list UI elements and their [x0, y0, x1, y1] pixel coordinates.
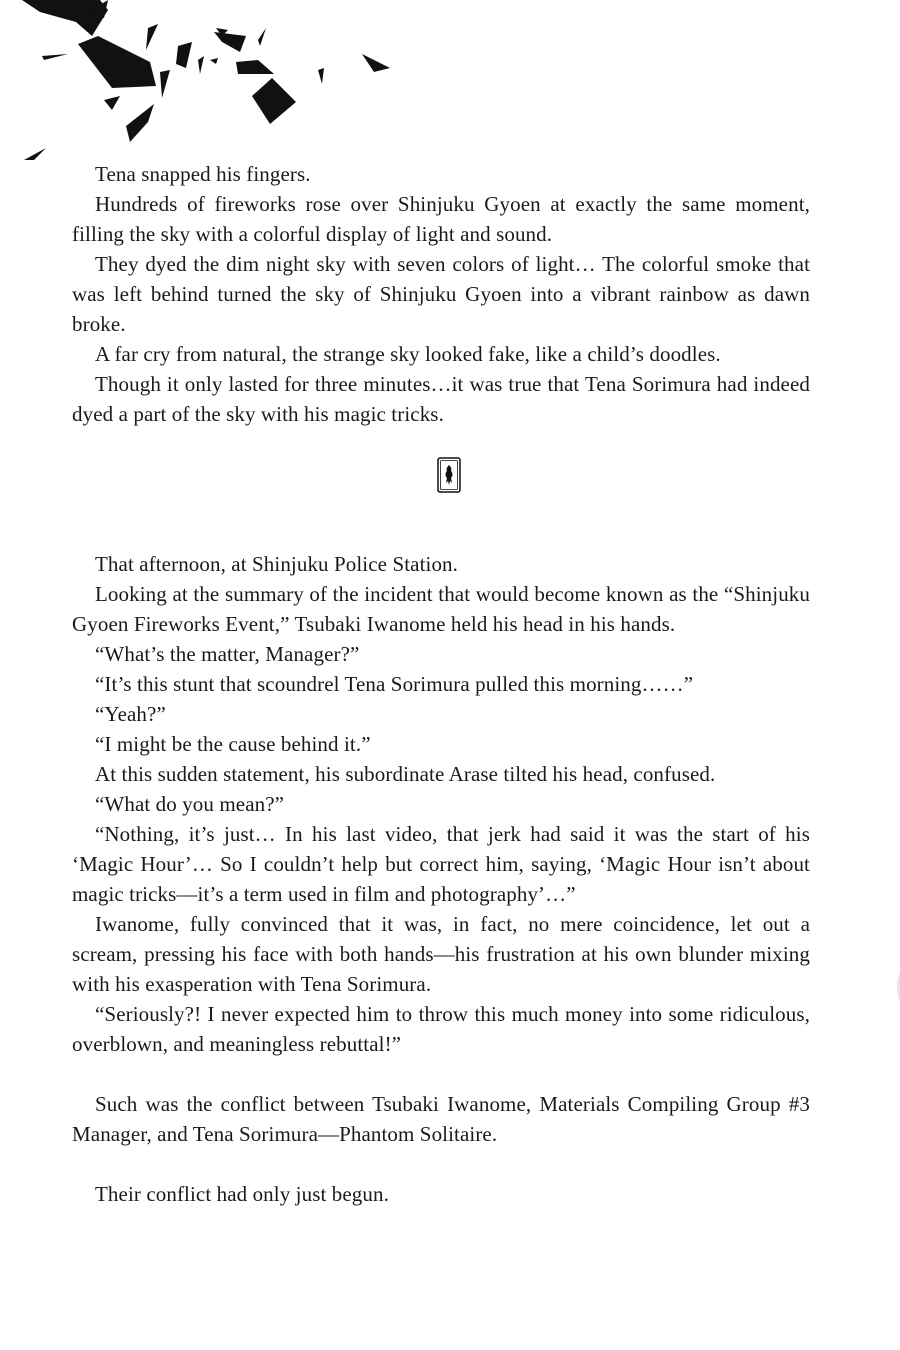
dialogue-line: “I might be the cause behind it.” [95, 732, 371, 756]
page-edge-mark [894, 972, 900, 1002]
conflict-section [72, 1089, 810, 1149]
spacer [72, 1059, 810, 1089]
dialogue-line: “Nothing, it’s just… In his last video, that jerk had said it was the start of his ‘Magic Hour’… So I couldn’t help but correct him, saying, ‘Magic Hour isn’t about magic tricks—it’s a term used in film and photography’…” [72, 822, 810, 906]
paragraph: Looking at the summary of the incident that would become known as the “Shinjuku Gyoen Fireworks Event,” Tsubaki Iwanome held his head in his hands. [72, 582, 810, 636]
paragraph: Iwanome, fully convinced that it was, in fact, no mere coincidence, let out a scream, pressing his face with both hands—his frustration at his own blunder mixing with his exasperation with Tena Sorimura. [72, 912, 810, 996]
spacer [72, 1149, 810, 1179]
opening-section [72, 159, 810, 429]
playing-card-icon [437, 457, 461, 493]
paragraph: At this sudden statement, his subordinate Arase tilted his head, confused. [95, 762, 716, 786]
closing-line: Their conflict had only just begun. [95, 1182, 389, 1206]
shattered-shards-icon [0, 0, 420, 180]
paragraph: They dyed the dim night sky with seven colors of light… The colorful smoke that was left behind turned the sky of Shinjuku Gyoen into a vibrant rainbow as dawn broke. [72, 252, 810, 336]
dialogue-line: “Seriously?! I never expected him to throw this much money into some ridiculous, overblown, and meaningless rebuttal!” [72, 1002, 810, 1056]
paragraph: Hundreds of fireworks rose over Shinjuku Gyoen at exactly the same moment, filling the sky with a colorful display of light and sound. [72, 192, 810, 246]
paragraph: Tena snapped his fingers. [95, 162, 311, 186]
scene-break [72, 429, 810, 549]
closing-section [72, 1179, 810, 1209]
dialogue-line: “What’s the matter, Manager?” [95, 642, 360, 666]
paragraph: That afternoon, at Shinjuku Police Station. [95, 552, 458, 576]
dialogue-line: “Yeah?” [95, 702, 166, 726]
dialogue-line: “What do you mean?” [95, 792, 285, 816]
dialogue-line: “It’s this stunt that scoundrel Tena Sorimura pulled this morning……” [95, 672, 694, 696]
page-text [72, 159, 810, 1209]
station-section [72, 549, 810, 1059]
paragraph: Though it only lasted for three minutes…it was true that Tena Sorimura had indeed dyed a part of the sky with his magic tricks. [72, 372, 810, 426]
paragraph: A far cry from natural, the strange sky looked fake, like a child’s doodles. [95, 342, 721, 366]
paragraph: Such was the conflict between Tsubaki Iwanome, Materials Compiling Group #3 Manager, and Tena Sorimura—Phantom Solitaire. [72, 1092, 810, 1146]
